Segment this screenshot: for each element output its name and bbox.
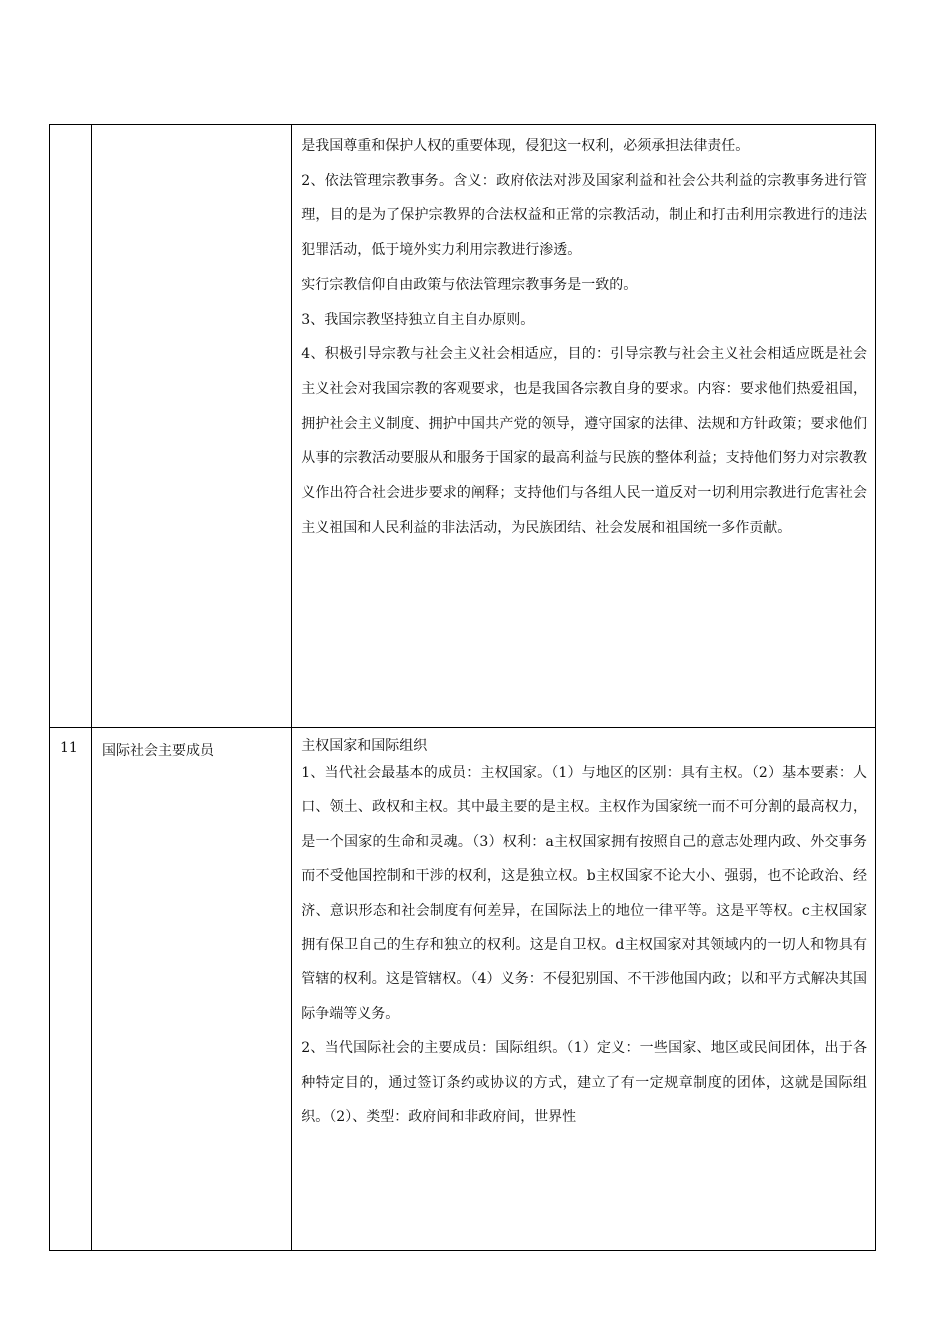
- content-table: [49, 124, 876, 1251]
- table-row: [50, 125, 876, 728]
- row-number: [50, 125, 92, 728]
- section-heading: 主权国家和国际组织: [301, 738, 428, 754]
- row-content: [292, 728, 876, 1251]
- table-row: [50, 728, 876, 1251]
- row-number: 11: [50, 728, 92, 1251]
- paragraph: 是我国尊重和保护人权的重要体现，侵犯这一权利，必须承担法律责任。: [301, 138, 750, 154]
- paragraph: 2、依法管理宗教事务。含义：政府依法对涉及国家利益和社会公共利益的宗教事务进行管理，目的是为了保护宗教界的合法权益和正常的宗教活动，制止和打击利用宗教进行的违法犯罪活动，低于境外实力利用宗教进行渗透。: [301, 172, 867, 259]
- paragraph: 1、当代社会最基本的成员：主权国家。（1）与地区的区别：具有主权。（2）基本要素：人口、领土、政权和主权。其中最主要的是主权。主权作为国家统一而不可分割的最高权力，是一个国家的生命和灵魂。（3）权利：a主权国家拥有按照自己的意志处理内政、外交事务而不受他国控制和干涉的权利，这是独立权。b主权国家不论大小、强弱，也不论政治、经济、意识形态和社会制度有何差异，在国际法上的地位一律平等。这是平等权。c主权国家拥有保卫自己的生存和独立的权利。这是自卫权。d主权国家对其领域内的一切人和物具有管辖的权利。这是管辖权。（4）义务：不侵犯别国、不干涉他国内政；以和平方式解决其国际争端等义务。: [301, 765, 867, 1022]
- row-content: [292, 125, 876, 728]
- paragraph: 4、积极引导宗教与社会主义社会相适应，目的：引导宗教与社会主义社会相适应既是社会主义社会对我国宗教的客观要求，也是我国各宗教自身的要求。内容：要求他们热爱祖国，拥护社会主义制度、拥护中国共产党的领导，遵守国家的法律、法规和方针政策；要求他们从事的宗教活动要服从和服务于国家的最高利益与民族的整体利益；支持他们努力对宗教教义作出符合社会进步要求的阐释；支持他们与各组人民一道反对一切利用宗教进行危害社会主义祖国和人民利益的非法活动，为民族团结、社会发展和祖国统一多作贡献。: [301, 346, 867, 536]
- row-topic: 国际社会主要成员: [92, 728, 292, 1251]
- row-topic: [92, 125, 292, 728]
- paragraph: 2、当代国际社会的主要成员：国际组织。（1）定义：一些国家、地区或民间团体，出于各种特定目的，通过签订条约或协议的方式，建立了有一定规章制度的团体，这就是国际组织。（2）、类型：政府间和非政府间，世界性: [301, 1040, 867, 1126]
- paragraph: 3、我国宗教坚持独立自主自办原则。: [301, 311, 535, 328]
- paragraph: 实行宗教信仰自由政策与依法管理宗教事务是一致的。: [301, 276, 638, 293]
